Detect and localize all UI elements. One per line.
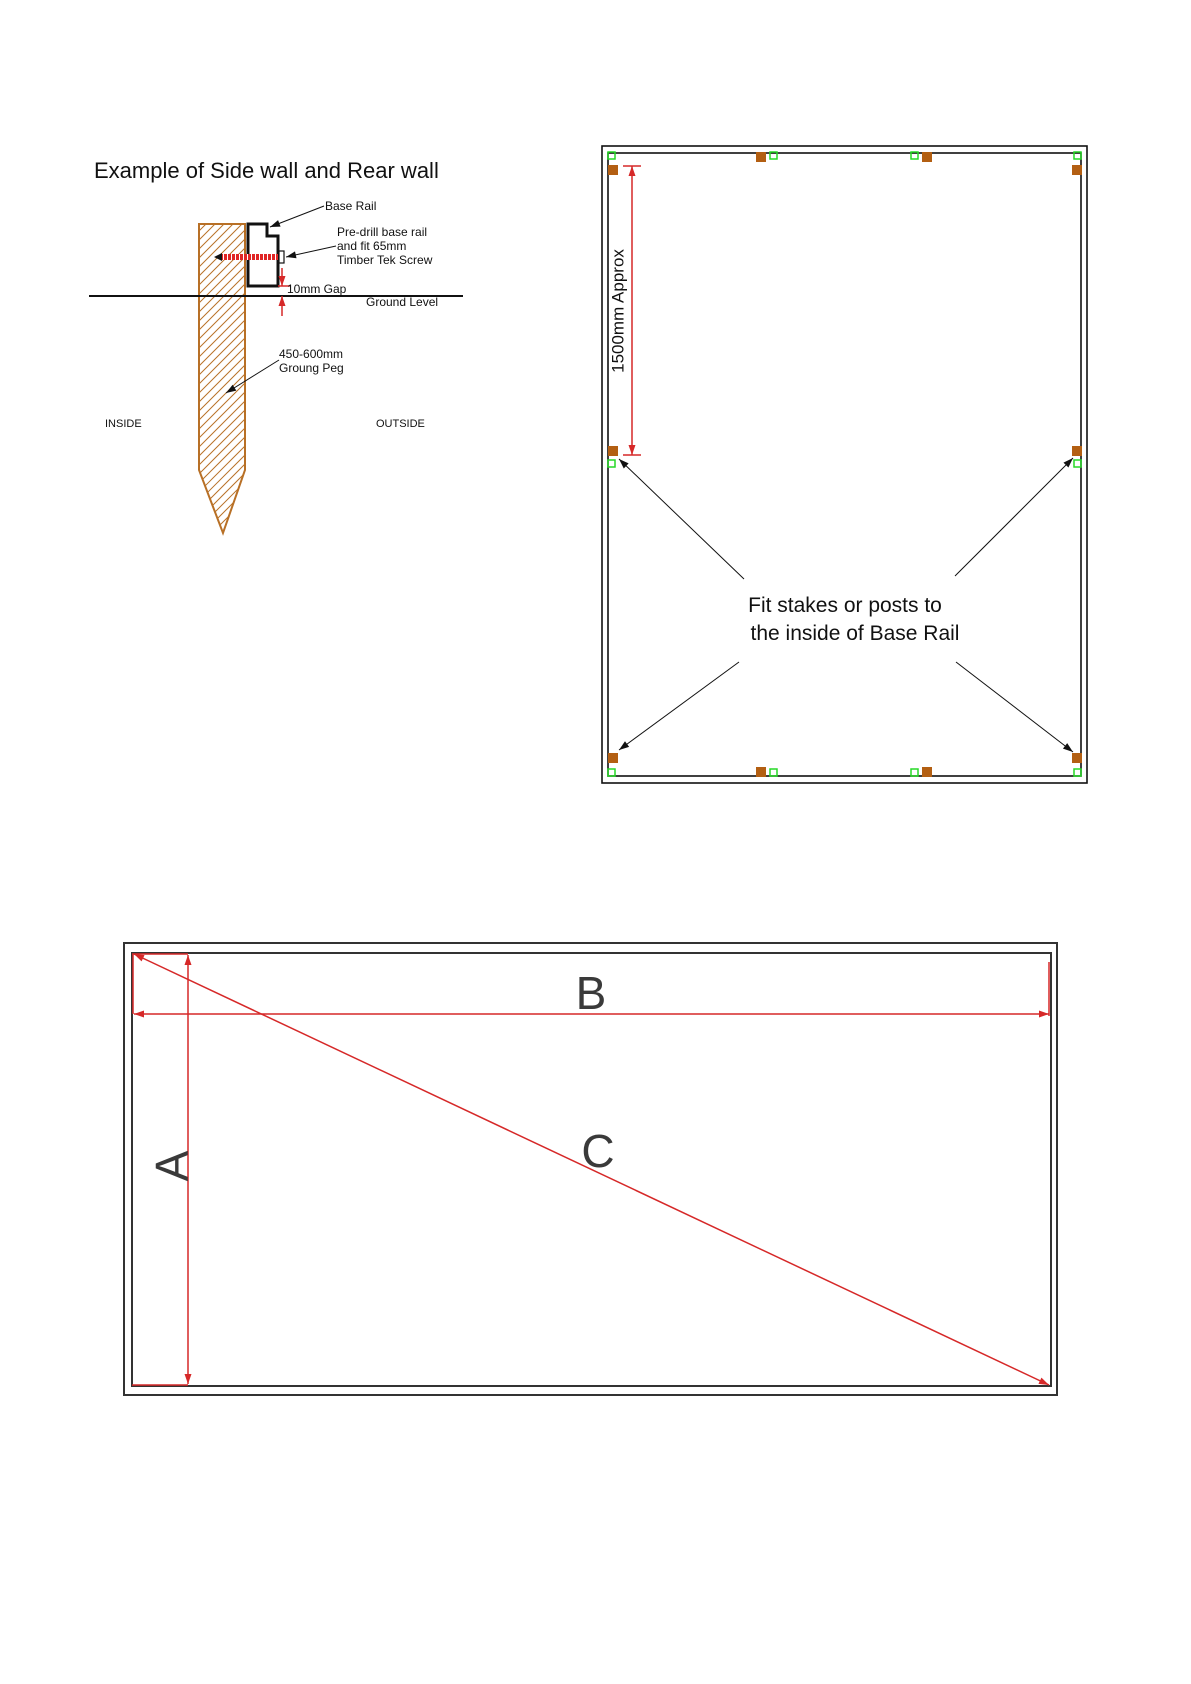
dimension-b-label: B xyxy=(575,967,607,1019)
predrill-label-line1: Pre-drill base rail xyxy=(337,225,428,239)
stake-post xyxy=(608,753,618,763)
ground-level-label: Ground Level xyxy=(366,295,439,309)
peg-length-label: 450-600mm xyxy=(279,347,344,361)
outside-label: OUTSIDE xyxy=(376,418,425,430)
inside-label: INSIDE xyxy=(105,418,142,430)
gap-label: 10mm Gap xyxy=(287,282,347,296)
predrill-label-line2: and fit 65mm xyxy=(337,239,407,253)
stake-post xyxy=(922,767,932,777)
stake-post xyxy=(608,446,618,456)
stake-post xyxy=(756,152,766,162)
base-rail-label: Base Rail xyxy=(325,199,377,213)
stake-post xyxy=(608,165,618,175)
stake-post xyxy=(1072,446,1082,456)
screw-shaft xyxy=(222,254,278,260)
stake-post xyxy=(922,152,932,162)
dimension-a-label: A xyxy=(146,1150,198,1182)
screw-head xyxy=(279,251,284,263)
peg-name-label: Groung Peg xyxy=(279,361,344,375)
stake-note-line1: Fit stakes or posts to xyxy=(748,594,942,617)
stake-post xyxy=(756,767,766,777)
section-title: Example of Side wall and Rear wall xyxy=(94,158,439,183)
dimension-c-label: C xyxy=(581,1125,615,1177)
stake-post xyxy=(1072,753,1082,763)
stake-post xyxy=(1072,165,1082,175)
spacing-dimension-label: 1500mm Approx xyxy=(608,249,628,373)
predrill-label-line3: Timber Tek Screw xyxy=(337,253,433,267)
stake-note-line2: the inside of Base Rail xyxy=(750,622,960,645)
